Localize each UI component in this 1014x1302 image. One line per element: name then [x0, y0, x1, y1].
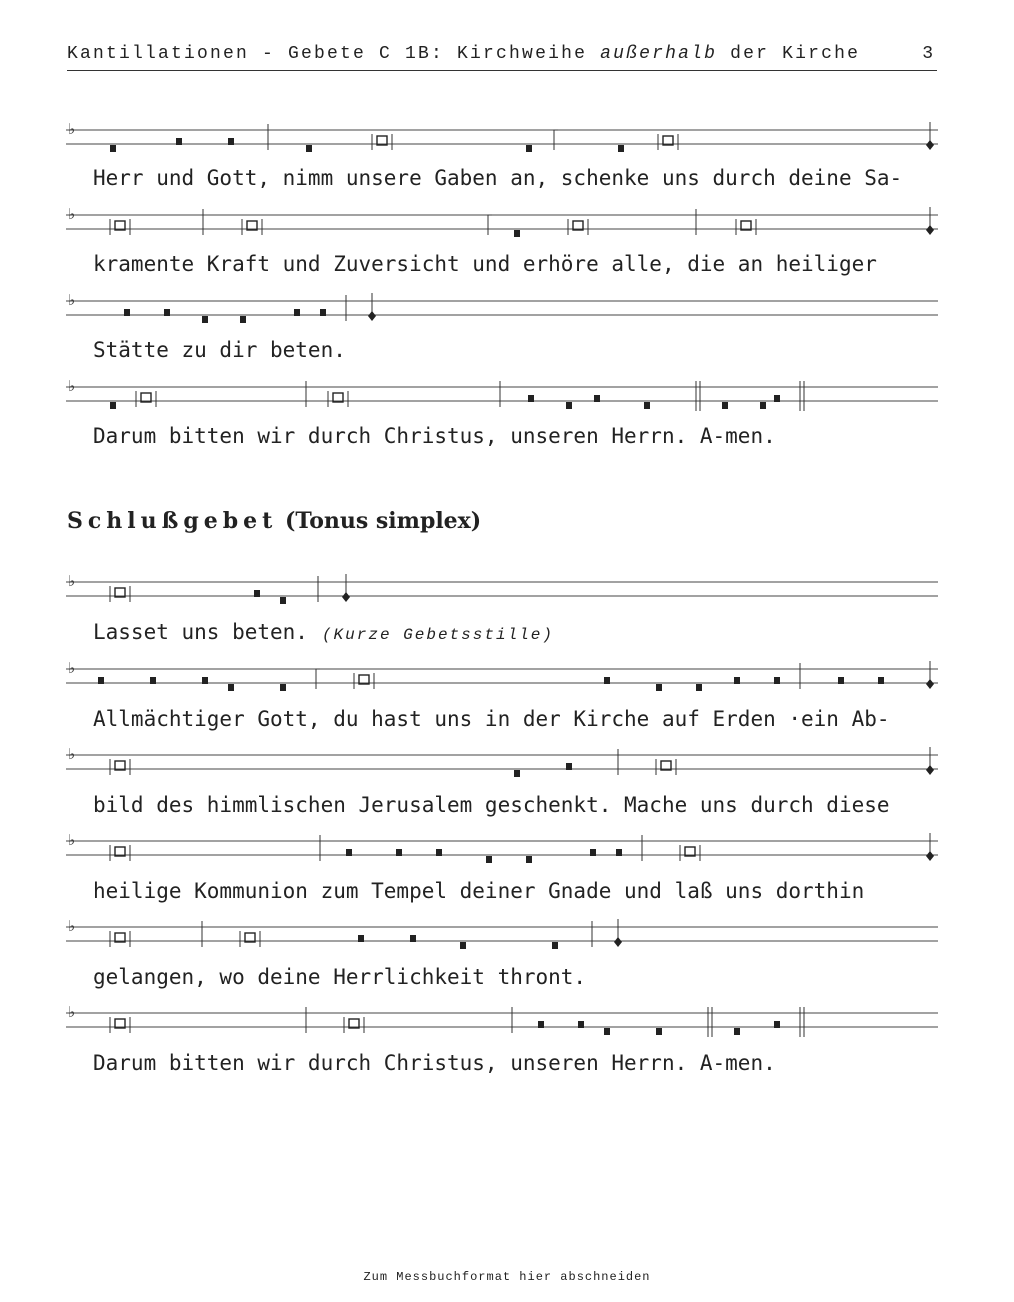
staff-10 — [66, 1003, 938, 1031]
note-mark — [618, 145, 624, 152]
note-mark — [656, 684, 662, 691]
note-mark — [346, 849, 352, 856]
staff-8-notation — [66, 831, 938, 865]
staff-2 — [66, 205, 938, 233]
staff-4 — [66, 377, 938, 405]
note-mark — [722, 402, 728, 409]
staff-5 — [66, 572, 938, 600]
flat-clef-icon: ♭ — [68, 291, 76, 309]
note-mark — [228, 684, 234, 691]
staff-7 — [66, 745, 938, 773]
final-note-mark — [926, 225, 934, 235]
lyric-line-5: Lasset uns beten. (Kurze Gebetsstille) — [93, 620, 554, 644]
note-mark — [320, 309, 326, 316]
note-mark — [280, 597, 286, 604]
page-number: 3 — [922, 44, 933, 64]
note-mark — [616, 849, 622, 856]
final-note-mark — [926, 765, 934, 775]
note-mark — [240, 316, 246, 323]
final-note-mark — [368, 311, 376, 321]
note-mark — [734, 677, 740, 684]
lyric-line-9: gelangen, wo deine Herrlichkeit thront. — [93, 965, 587, 989]
lyric-line-7: bild des himmlischen Jerusalem geschenkt. Mache uns durch diese — [93, 793, 890, 817]
final-note-mark — [926, 679, 934, 689]
note-mark — [590, 849, 596, 856]
lyric-line-1: Herr und Gott, nimm unsere Gaben an, schenke uns durch deine Sa- — [93, 166, 903, 190]
note-mark — [526, 856, 532, 863]
note-mark — [538, 1021, 544, 1028]
note-mark — [254, 590, 260, 597]
staff-8 — [66, 831, 938, 859]
note-mark — [514, 230, 520, 237]
lyric-line-2: kramente Kraft und Zuversicht und erhöre alle, die an heiliger — [93, 252, 877, 276]
note-mark — [460, 942, 466, 949]
lyric-line-4: Darum bitten wir durch Christus, unseren Herrn. A-men. — [93, 424, 776, 448]
staff-9-notation — [66, 917, 938, 951]
staff-1-notation — [66, 120, 938, 154]
note-mark — [202, 316, 208, 323]
lyric-line-10: Darum bitten wir durch Christus, unseren Herrn. A-men. — [93, 1051, 776, 1075]
note-mark — [552, 942, 558, 949]
note-mark — [294, 309, 300, 316]
staff-3 — [66, 291, 938, 319]
final-note-mark — [926, 851, 934, 861]
note-mark — [410, 935, 416, 942]
staff-5-notation — [66, 572, 938, 606]
flat-clef-icon: ♭ — [68, 745, 76, 763]
note-mark — [176, 138, 182, 145]
note-mark — [396, 849, 402, 856]
note-mark — [734, 1028, 740, 1035]
note-mark — [838, 677, 844, 684]
note-mark — [644, 402, 650, 409]
note-mark — [774, 395, 780, 402]
note-mark — [526, 145, 532, 152]
lyric-line-8: heilige Kommunion zum Tempel deiner Gnade und laß uns dorthin — [93, 879, 865, 903]
note-mark — [150, 677, 156, 684]
flat-clef-icon: ♭ — [68, 377, 76, 395]
final-note-mark — [926, 140, 934, 150]
note-mark — [566, 402, 572, 409]
note-mark — [656, 1028, 662, 1035]
note-mark — [228, 138, 234, 145]
note-mark — [774, 1021, 780, 1028]
note-mark — [514, 770, 520, 777]
lyric-line-6: Allmächtiger Gott, du hast uns in der Kirche auf Erden ·ein Ab- — [93, 707, 890, 731]
flat-clef-icon: ♭ — [68, 205, 76, 223]
final-note-mark — [342, 592, 350, 602]
staff-9 — [66, 917, 938, 945]
cut-line-note: Zum Messbuchformat hier abschneiden — [363, 1270, 651, 1284]
note-mark — [566, 763, 572, 770]
staff-3-notation — [66, 291, 938, 325]
note-mark — [528, 395, 534, 402]
note-mark — [760, 402, 766, 409]
staff-1 — [66, 120, 938, 148]
note-mark — [164, 309, 170, 316]
final-note-mark — [614, 937, 622, 947]
note-mark — [578, 1021, 584, 1028]
note-mark — [98, 677, 104, 684]
note-mark — [604, 677, 610, 684]
note-mark — [436, 849, 442, 856]
staff-2-notation — [66, 205, 938, 239]
note-mark — [486, 856, 492, 863]
note-mark — [604, 1028, 610, 1035]
flat-clef-icon: ♭ — [68, 1003, 76, 1021]
flat-clef-icon: ♭ — [68, 831, 76, 849]
note-mark — [696, 684, 702, 691]
note-mark — [358, 935, 364, 942]
staff-4-notation — [66, 377, 938, 411]
note-mark — [202, 677, 208, 684]
header-title: Kantillationen - Gebete C 1B: Kirchweihe außerhalb der Kirche — [67, 44, 861, 64]
note-mark — [306, 145, 312, 152]
staff-6-notation — [66, 659, 938, 693]
flat-clef-icon: ♭ — [68, 572, 76, 590]
silence-note: (Kurze Gebetsstille) — [321, 626, 554, 644]
staff-6 — [66, 659, 938, 687]
note-mark — [110, 402, 116, 409]
section-title: Schlußgebet (Tonus simplex) — [67, 508, 482, 534]
note-mark — [280, 684, 286, 691]
note-mark — [878, 677, 884, 684]
note-mark — [110, 145, 116, 152]
page-header — [67, 44, 937, 71]
flat-clef-icon: ♭ — [68, 659, 76, 677]
staff-7-notation — [66, 745, 938, 779]
lyric-line-3: Stätte zu dir beten. — [93, 338, 346, 362]
note-mark — [124, 309, 130, 316]
flat-clef-icon: ♭ — [68, 917, 76, 935]
staff-10-notation — [66, 1003, 938, 1037]
note-mark — [774, 677, 780, 684]
note-mark — [594, 395, 600, 402]
flat-clef-icon: ♭ — [68, 120, 76, 138]
